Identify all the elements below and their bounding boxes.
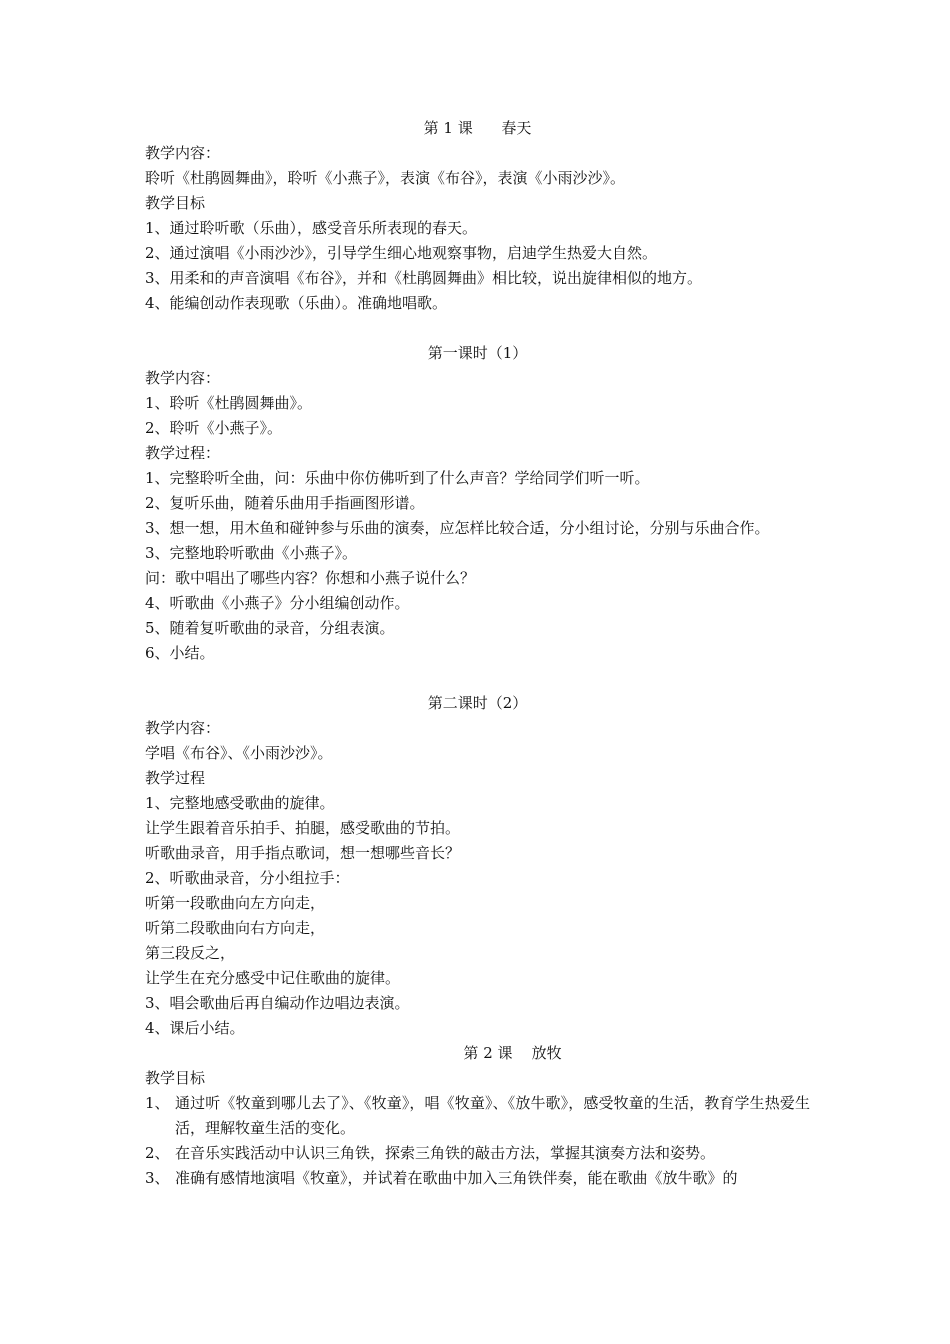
period-2-content-label: 教学内容： [145,719,221,737]
period-2-process-line-3: 听歌曲录音，用手指点歌词，想一想哪些音长？ [145,844,461,862]
period-2-process-line-5: 听第一段歌曲向左方向走， [145,894,326,912]
period-2-process-line-1: 1、完整地感受歌曲的旋律。 [145,794,335,812]
period-1-process-step-3: 3、想一想，用木鱼和碰钟参与乐曲的演奏，应怎样比较合适，分小组讨论，分别与乐曲合作。 [145,519,770,537]
period-1-process-label: 教学过程： [145,444,221,462]
period-2-process-line-8: 让学生在充分感受中记住歌曲的旋律。 [145,969,401,987]
period-1-process-step-5: 4、听歌曲《小燕子》分小组编创动作。 [145,594,410,612]
period-2-title: 第二课时（2） [427,694,528,712]
period-2-process-line-9: 3、唱会歌曲后再自编动作边唱边表演。 [145,994,410,1012]
period-1-process-step-2: 2、复听乐曲，随着乐曲用手指画图形谱。 [145,494,425,512]
period-1-title: 第一课时（1） [427,344,528,362]
lesson-1-content-label: 教学内容： [145,144,221,162]
period-2-process-line-4: 2、听歌曲录音，分小组拉手： [145,869,350,887]
list-number: 3、 [145,1169,170,1187]
lesson-1-goal-2: 2、通过演唱《小雨沙沙》，引导学生细心地观察事物，启迪学生热爱大自然。 [145,244,658,262]
period-2-process-line-6: 听第二段歌曲向右方向走， [145,919,326,937]
lesson-2-goals-label: 教学目标 [145,1069,206,1087]
period-2-process-line-2: 让学生跟着音乐拍手、拍腿，感受歌曲的节拍。 [145,819,461,837]
period-1-process-question: 问：歌中唱出了哪些内容？你想和小燕子说什么？ [145,569,476,587]
lesson-2-goal-3 [145,1166,810,1191]
list-text: 准确有感情地演唱《牧童》，并试着在歌曲中加入三角铁伴奏，能在歌曲《放牛歌》的 [175,1169,738,1187]
list-text: 在音乐实践活动中认识三角铁，探索三角铁的敲击方法，掌握其演奏方法和姿势。 [175,1144,716,1162]
lesson-2-goal-2 [145,1141,810,1166]
period-1-process-step-1: 1、完整聆听全曲，问：乐曲中你仿佛听到了什么声音？学给同学们听一听。 [145,469,650,487]
document-page [145,116,810,1191]
list-text: 通过听《牧童到哪儿去了》、《牧童》，唱《牧童》、《放牛歌》，感受牧童的生活，教育学生热爱生活，理解牧童生活的变化。 [175,1094,810,1137]
spacer [145,316,810,341]
period-2-process-line-7: 第三段反之， [145,944,236,962]
list-number: 2、 [145,1144,170,1162]
period-1-process-step-6: 5、随着复听歌曲的录音，分组表演。 [145,619,395,637]
lesson-2-title: 第 2 课 放牧 [463,1044,562,1062]
list-number: 1、 [145,1094,170,1112]
period-2-process-label: 教学过程 [145,769,206,787]
lesson-1-goal-4: 4、能编创动作表现歌（乐曲）。准确地唱歌。 [145,294,448,312]
lesson-1-goal-1: 1、通过聆听歌（乐曲），感受音乐所表现的春天。 [145,219,478,237]
period-1-process-step-4: 3、完整地聆听歌曲《小燕子》。 [145,544,358,562]
lesson-2-goal-1 [145,1091,810,1141]
period-2-process-line-10: 4、课后小结。 [145,1019,245,1037]
lesson-1-goals-label: 教学目标 [145,194,206,212]
period-1-content-item-2: 2、聆听《小燕子》。 [145,419,283,437]
spacer [145,666,810,691]
period-1-content-label: 教学内容： [145,369,221,387]
period-1-content-item-1: 1、聆听《杜鹃圆舞曲》。 [145,394,313,412]
lesson-1-goal-3: 3、用柔和的声音演唱《布谷》，并和《杜鹃圆舞曲》相比较，说出旋律相似的地方。 [145,269,703,287]
period-2-content: 学唱《布谷》、《小雨沙沙》。 [145,744,333,762]
lesson-1-content: 聆听《杜鹃圆舞曲》，聆听《小燕子》，表演《布谷》，表演《小雨沙沙》。 [145,169,626,187]
period-1-process-step-7: 6、小结。 [145,644,215,662]
lesson-1-title: 第 1 课 春天 [423,119,532,137]
